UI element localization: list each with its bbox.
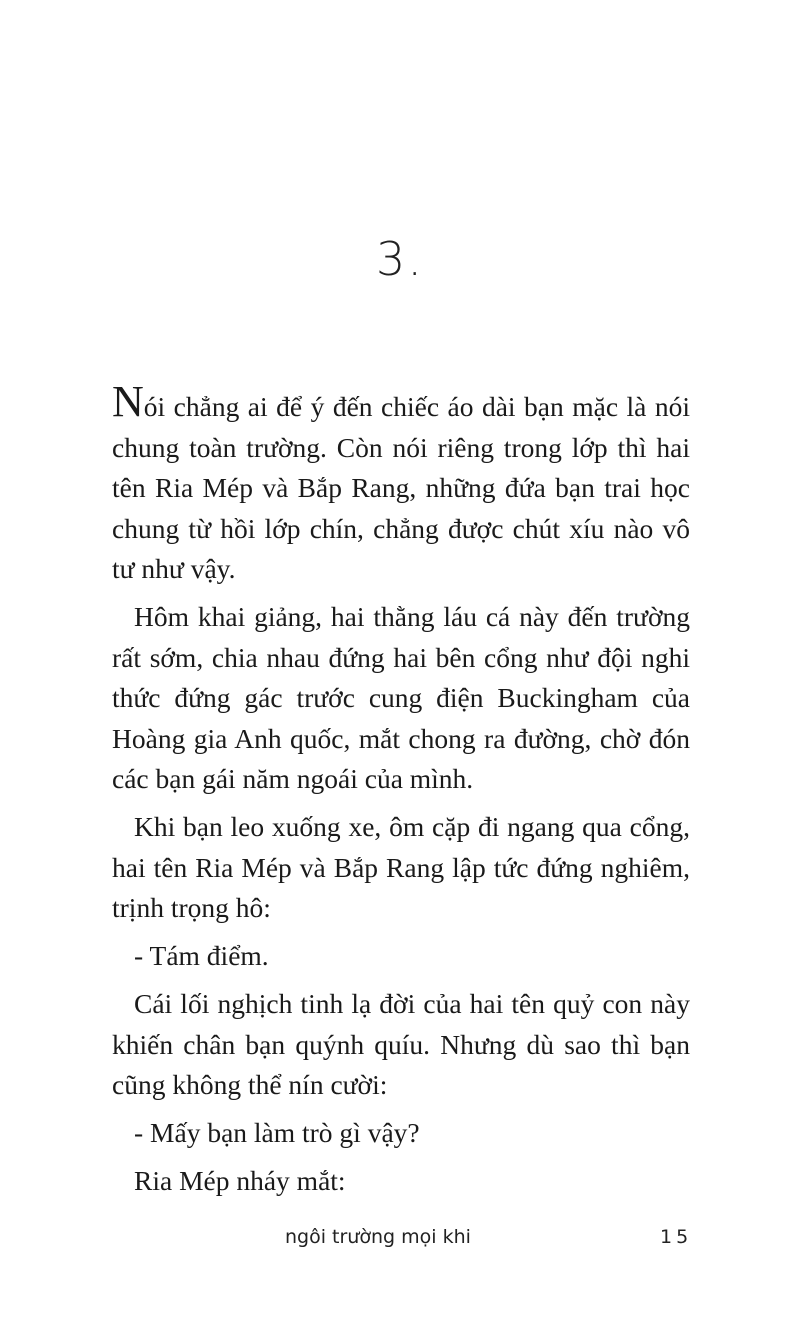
text-line: [112, 377, 690, 428]
text-line: [112, 638, 690, 679]
text-line: [112, 1113, 690, 1154]
paragraph: [112, 597, 690, 800]
paragraph: [112, 984, 690, 1106]
text-line: [112, 719, 690, 760]
paragraph: [112, 807, 690, 929]
drop-cap: N: [112, 377, 144, 426]
paragraph: [112, 1113, 690, 1154]
text-line: [112, 807, 690, 848]
chapter-body: [112, 377, 690, 1209]
paragraph: [112, 1161, 690, 1202]
paragraph: [112, 936, 690, 977]
text-line: [112, 984, 690, 1025]
line-text: trịnh trọng hô:: [112, 892, 271, 923]
line-text: Cái lối nghịch tinh lạ đời của hai tên quỷ con này: [134, 988, 690, 1019]
text-line: [112, 759, 690, 800]
line-text: - Tám điểm.: [134, 940, 269, 971]
line-text: Hoàng gia Anh quốc, mắt chong ra đường, chờ đón: [112, 722, 690, 754]
line-text: chung từ hồi lớp chín, chẳng được chút xíu nào vô: [112, 512, 690, 544]
line-text: hai tên Ria Mép và Bắp Rang lập tức đứng nghiêm,: [112, 851, 690, 883]
text-line: [112, 888, 690, 929]
line-text: Khi bạn leo xuống xe, ôm cặp đi ngang qua cổng,: [134, 811, 690, 842]
text-line: [112, 468, 690, 509]
line-text: Hôm khai giảng, hai thằng láu cá này đến trường: [134, 601, 690, 632]
text-line: [112, 1161, 690, 1202]
line-text: rất sớm, chia nhau đứng hai bên cổng như đội nghi: [112, 641, 690, 673]
line-text: tên Ria Mép và Bắp Rang, những đứa bạn trai học: [112, 472, 690, 503]
page-number: 15: [660, 1226, 693, 1248]
line-text: - Mấy bạn làm trò gì vậy?: [134, 1117, 420, 1148]
text-line: [112, 678, 690, 719]
text-line: [112, 848, 690, 889]
paragraph: [112, 377, 690, 590]
text-line: [112, 1025, 690, 1066]
line-text: khiến chân bạn quýnh quíu. Nhưng dù sao thì bạn: [112, 1028, 690, 1060]
line-text: tư như vậy.: [112, 553, 236, 584]
text-line: [112, 428, 690, 469]
line-text: Ria Mép nháy mắt:: [134, 1165, 346, 1196]
line-text: cũng không thể nín cười:: [112, 1069, 388, 1100]
line-text: chung toàn trường. Còn nói riêng trong lớp thì hai: [112, 431, 690, 463]
text-line: [112, 936, 690, 977]
text-line: [112, 1065, 690, 1106]
line-text: thức đứng gác trước cung điện Buckingham của: [112, 682, 690, 713]
text-line: [112, 509, 690, 550]
text-line: [112, 597, 690, 638]
line-text: ói chẳng ai để ý đến chiếc áo dài bạn mặc là nói: [143, 391, 690, 422]
running-footer-title: ngôi trường mọi khi: [285, 1226, 471, 1248]
text-line: [112, 549, 690, 590]
line-text: các bạn gái năm ngoái của mình.: [112, 763, 474, 794]
chapter-number: 3.: [376, 232, 424, 286]
